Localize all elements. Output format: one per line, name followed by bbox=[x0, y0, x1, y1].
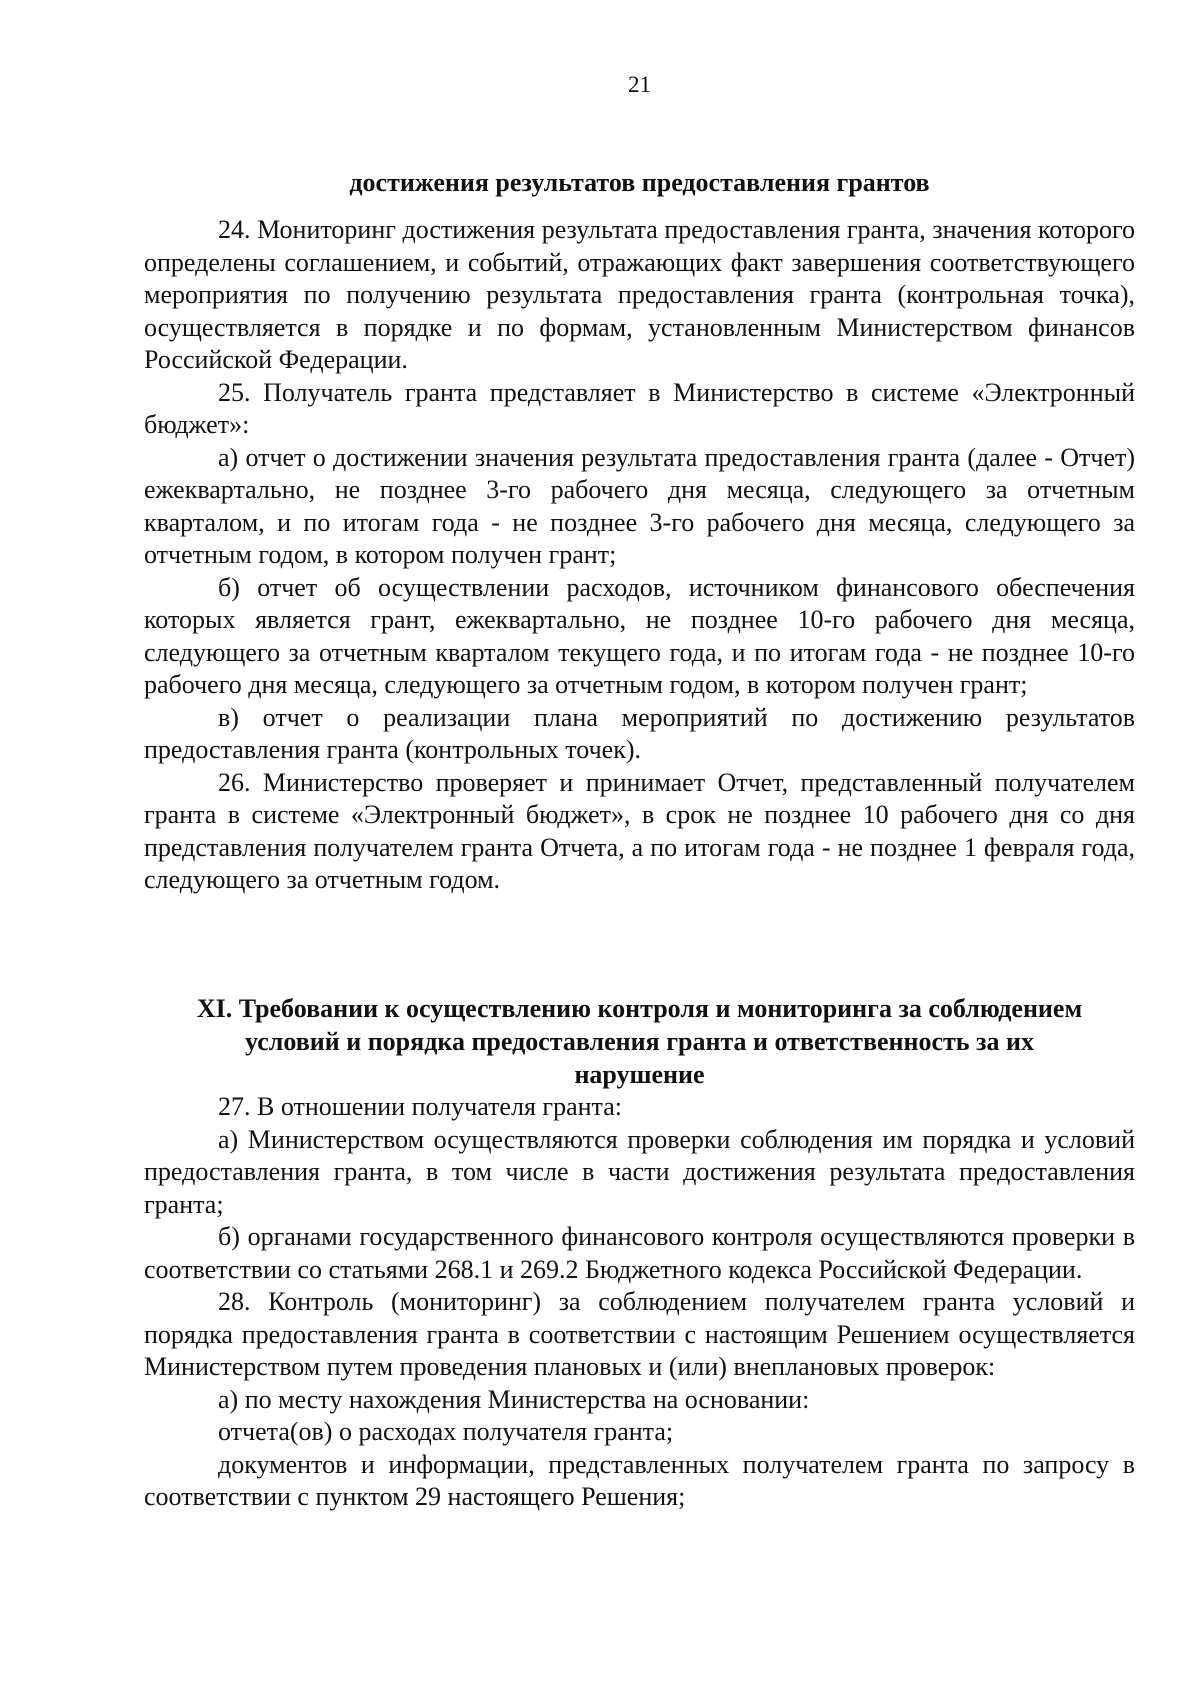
paragraph-25-a: а) отчет о достижении значения результата предоставления гранта (далее - Отчет) ежеквартально, не позднее 3-го рабочего дня месяца, следующего за отчетным кварталом, и по итогам года - не позднее 3-го рабочего дня месяца, следующего за отчетным годом, в котором получен грант; bbox=[144, 442, 1135, 569]
paragraph-25-v: в) отчет о реализации плана мероприятий по достижению результатов предоставления гранта (контрольных точек). bbox=[144, 702, 1135, 764]
paragraph-28-a-item-1: отчета(ов) о расходах получателя гранта; bbox=[218, 1417, 674, 1446]
heading-results-monitoring: достижения результатов предоставления грантов bbox=[349, 168, 930, 197]
paragraph-28: 28. Контроль (мониторинг) за соблюдением получателем гранта условий и порядка предоставления гранта в соответствии с настоящим Решением осуществляется Министерством путем проведения плановых и (или) внеплановых проверок: bbox=[144, 1287, 1135, 1381]
section-heading-line-3: нарушение bbox=[574, 1060, 705, 1089]
paragraph-26: 26. Министерство проверяет и принимает Отчет, представленный получателем гранта в системе «Электронный бюджет», в срок не позднее 10 рабочего дня со дня представления получателем гранта Отчета, а по итогам года - не позднее 1 февраля года, следующего за отчетным годом. bbox=[144, 767, 1135, 894]
paragraph-27-b: б) органами государственного финансового контроля осуществляются проверки в соответствии со статьями 268.1 и 269.2 Бюджетного кодекса Российской Федерации. bbox=[144, 1222, 1135, 1284]
paragraph-27-a: а) Министерством осуществляются проверки соблюдения им порядка и условий предоставления гранта, в том числе в части достижения результата предоставления гранта; bbox=[144, 1124, 1135, 1219]
paragraph-24: 24. Мониторинг достижения результата предоставления гранта, значения которого определены соглашением, и событий, отражающих факт завершения соответствующего мероприятия по получению результата предоставления гранта (контрольная точка), осуществляется в порядке и по формам, установленным Министерством финансов Российской Федерации. bbox=[144, 215, 1135, 374]
paragraph-28-a: а) по месту нахождения Министерства на основании: bbox=[218, 1384, 810, 1414]
page-number: 21 bbox=[628, 72, 651, 97]
paragraphs-block-1 bbox=[144, 214, 1135, 897]
paragraphs-block-2 bbox=[144, 1091, 1135, 1514]
paragraph-25-b: б) отчет об осуществлении расходов, источником финансового обеспечения которых является грант, ежеквартально, не позднее 10-го рабочего дня месяца, следующего за отчетным кварталом текущего года, и по итогам года - не позднее 10-го рабочего дня месяца, следующего за отчетным годом, в котором получен грант; bbox=[144, 572, 1135, 699]
section-heading-line-2: условий и порядка предоставления гранта и ответственность за их bbox=[245, 1027, 1034, 1056]
paragraph-25: 25. Получатель гранта представляет в Министерство в системе «Электронный бюджет»: bbox=[144, 377, 1135, 439]
paragraph-27: 27. В отношении получателя гранта: bbox=[218, 1092, 622, 1121]
section-heading-xi bbox=[144, 992, 1135, 1091]
section-heading-line-1: XI. Требовании к осуществлению контроля и мониторинга за соблюдением bbox=[196, 994, 1083, 1023]
paragraph-28-a-item-2: документов и информации, представленных получателем гранта по запросу в соответствии с пунктом 29 настоящего Решения; bbox=[144, 1449, 1135, 1511]
